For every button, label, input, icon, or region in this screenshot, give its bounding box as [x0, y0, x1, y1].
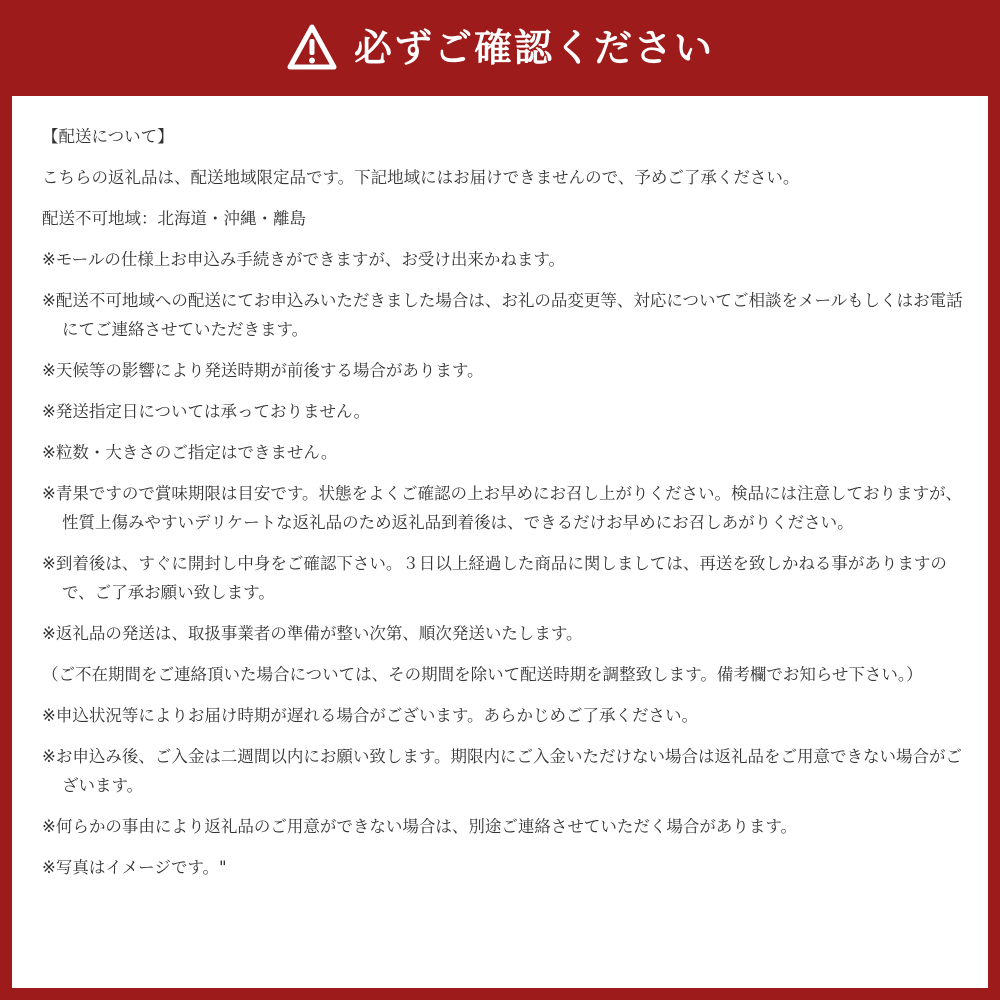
mall-note: ※モールの仕様上お申込み手続きができますが、お受け出来かねます。: [42, 250, 566, 269]
warning-icon: [286, 22, 338, 74]
intro-text: こちらの返礼品は、配送地域限定品です。下記地域にはお届けできませんので、予めご了承ください。: [42, 168, 800, 187]
photo-note: ※写真はイメージです。": [42, 858, 227, 877]
size-note: ※粒数・大きさのご指定はできません。: [42, 443, 338, 462]
notice-header: [0, 0, 1000, 96]
weather-note: ※天候等の影響により発送時期が前後する場合があります。: [42, 361, 484, 380]
date-note: ※発送指定日については承っておりません。: [42, 402, 370, 421]
shipping-order-note: ※返礼品の発送は、取扱事業者の準備が整い次第、順次発送いたします。: [42, 624, 583, 643]
section-heading: 【配送について】: [42, 127, 174, 146]
delay-note: ※申込状況等によりお届け時期が遅れる場合がございます。あらかじめご了承ください。: [42, 706, 699, 725]
freshness-note: ※青果ですので賞味期限は目安です。状態をよくご確認の上お早めにお召し上がりください。検品には注意しておりますが、性質上傷みやすいデリケートな返礼品のため返礼品到着後は、できるだけお早めにお召しあがりください。: [42, 484, 963, 532]
absence-note: （ご不在期間をご連絡頂いた場合については、その期間を除いて配送時期を調整致します。備考欄でお知らせ下さい。）: [42, 665, 923, 684]
page-title: 必ずご確認ください: [353, 26, 714, 70]
arrival-note: ※到着後は、すぐに開封し中身をご確認下さい。３日以上経過した商品に関しましては、再送を致しかねる事がありますので、ご了承お願い致します。: [42, 554, 947, 602]
notice-panel: [12, 96, 988, 988]
unavailable-note: ※何らかの事由により返礼品のご用意ができない場合は、別途ご連絡させていただく場合があります。: [42, 817, 798, 836]
excluded-areas: 配送不可地域：北海道・沖縄・離島: [42, 209, 306, 228]
excluded-order-note: ※配送不可地域への配送にてお申込みいただきました場合は、お礼の品変更等、対応についてご相談をメールもしくはお電話にてご連絡させていただきます。: [42, 291, 963, 339]
payment-note: ※お申込み後、ご入金は二週間以内にお願い致します。期限内にご入金いただけない場合は返礼品をご用意できない場合がございます。: [42, 747, 963, 795]
